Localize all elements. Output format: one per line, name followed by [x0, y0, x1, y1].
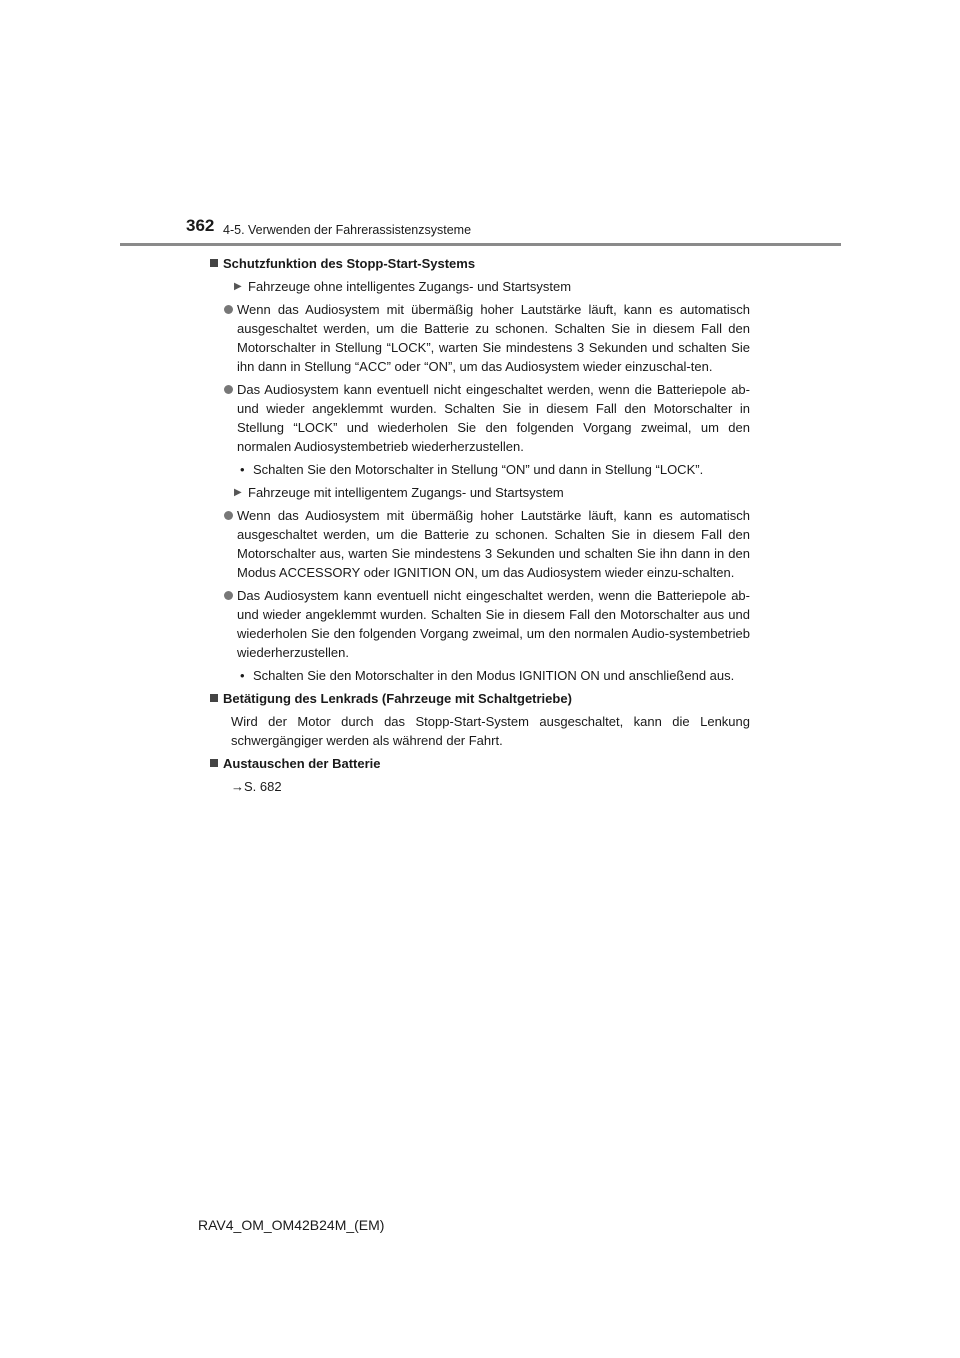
list-item [210, 300, 750, 376]
vehicle-variant-with-smart-key [210, 483, 750, 502]
heading-text: Betätigung des Lenkrads (Fahrzeuge mit Schaltgetriebe) [223, 691, 572, 706]
sub-text: Schalten Sie den Motorschalter in den Modus IGNITION ON und anschließend aus. [253, 668, 735, 683]
variant-text: Fahrzeuge mit intelligentem Zugangs- und Startsystem [248, 485, 564, 500]
bullet-text: Das Audiosystem kann eventuell nicht eingeschaltet werden, wenn die Batteriepole ab- und wieder angeklemmt wurden. Schalten Sie in diesem Fall den Motorschalter aus und wiederholen Sie den folgenden Vorgang zweimal, um den normalen Audio-systembetrieb wiederherzustellen. [237, 588, 750, 660]
section-heading-steering [210, 689, 750, 708]
paragraph: Wird der Motor durch das Stopp-Start-System ausgeschaltet, kann die Lenkung schwergängiger werden als während der Fahrt. [231, 714, 750, 748]
heading-text: Schutzfunktion des Stopp-Start-Systems [223, 256, 476, 271]
page-number: 362 [186, 216, 215, 235]
section-heading-battery-replacement [210, 754, 750, 773]
bullet-text: Wenn das Audiosystem mit übermäßig hoher Lautstärke läuft, kann es automatisch ausgeschaltet werden, um die Batterie zu schonen. Schalten Sie in diesem Fall den Motorschalter aus, warten Sie mindestens 3 Sekunden und schalten Sie ihn dann in den Modus ACCESSORY oder IGNITION ON, um das Audiosystem wieder einzu-schalten. [237, 508, 750, 580]
header-divider [120, 243, 841, 246]
section-heading-stop-start-protection [210, 254, 750, 273]
section-title: 4-5. Verwenden der Fahrerassistenzsysteme [223, 223, 472, 237]
triangle-arrow-icon: ▶ [234, 487, 242, 498]
bullet-text: Wenn das Audiosystem mit übermäßig hoher Lautstärke läuft, kann es automatisch ausgeschaltet werden, um die Batterie zu schonen. Schalten Sie in diesem Fall den Motorschalter in Stellung “LOCK”, warten Sie mindestens 3 Sekunden und schalten Sie ihn dann in Stellung “ACC” oder “ON”, um das Audiosystem wieder einzuschal-ten. [237, 302, 750, 374]
document-code: RAV4_OM_OM42B24M_(EM) [198, 1217, 385, 1233]
dot-bullet-icon: • [240, 462, 245, 477]
sub-list-item [210, 666, 750, 685]
dot-bullet-icon: • [240, 668, 245, 683]
list-item [210, 380, 750, 456]
triangle-arrow-icon: ▶ [234, 281, 242, 292]
page-reference-link[interactable]: →S. 682 [231, 779, 282, 794]
circle-bullet-icon [224, 511, 233, 520]
bullet-text: Das Audiosystem kann eventuell nicht eingeschaltet werden, wenn die Batteriepole ab- und wieder angeklemmt wurden. Schalten Sie in diesem Fall den Motorschalter in Stellung “LOCK” und wiederholen Sie den folgenden Vorgang zweimal, um den normalen Audiosystembetrieb wiederherzustellen. [237, 382, 750, 454]
square-bullet-icon [210, 694, 218, 702]
sub-text: Schalten Sie den Motorschalter in Stellung “ON” und dann in Stellung “LOCK”. [253, 462, 704, 477]
circle-bullet-icon [224, 385, 233, 394]
main-content [210, 254, 750, 800]
heading-text: Austauschen der Batterie [223, 756, 381, 771]
variant-text: Fahrzeuge ohne intelligentes Zugangs- und Startsystem [248, 279, 572, 294]
list-item [210, 506, 750, 582]
sub-list-item [210, 460, 750, 479]
square-bullet-icon [210, 259, 218, 267]
square-bullet-icon [210, 759, 218, 767]
circle-bullet-icon [224, 305, 233, 314]
list-item [210, 586, 750, 662]
vehicle-variant-without-smart-key [210, 277, 750, 296]
circle-bullet-icon [224, 591, 233, 600]
